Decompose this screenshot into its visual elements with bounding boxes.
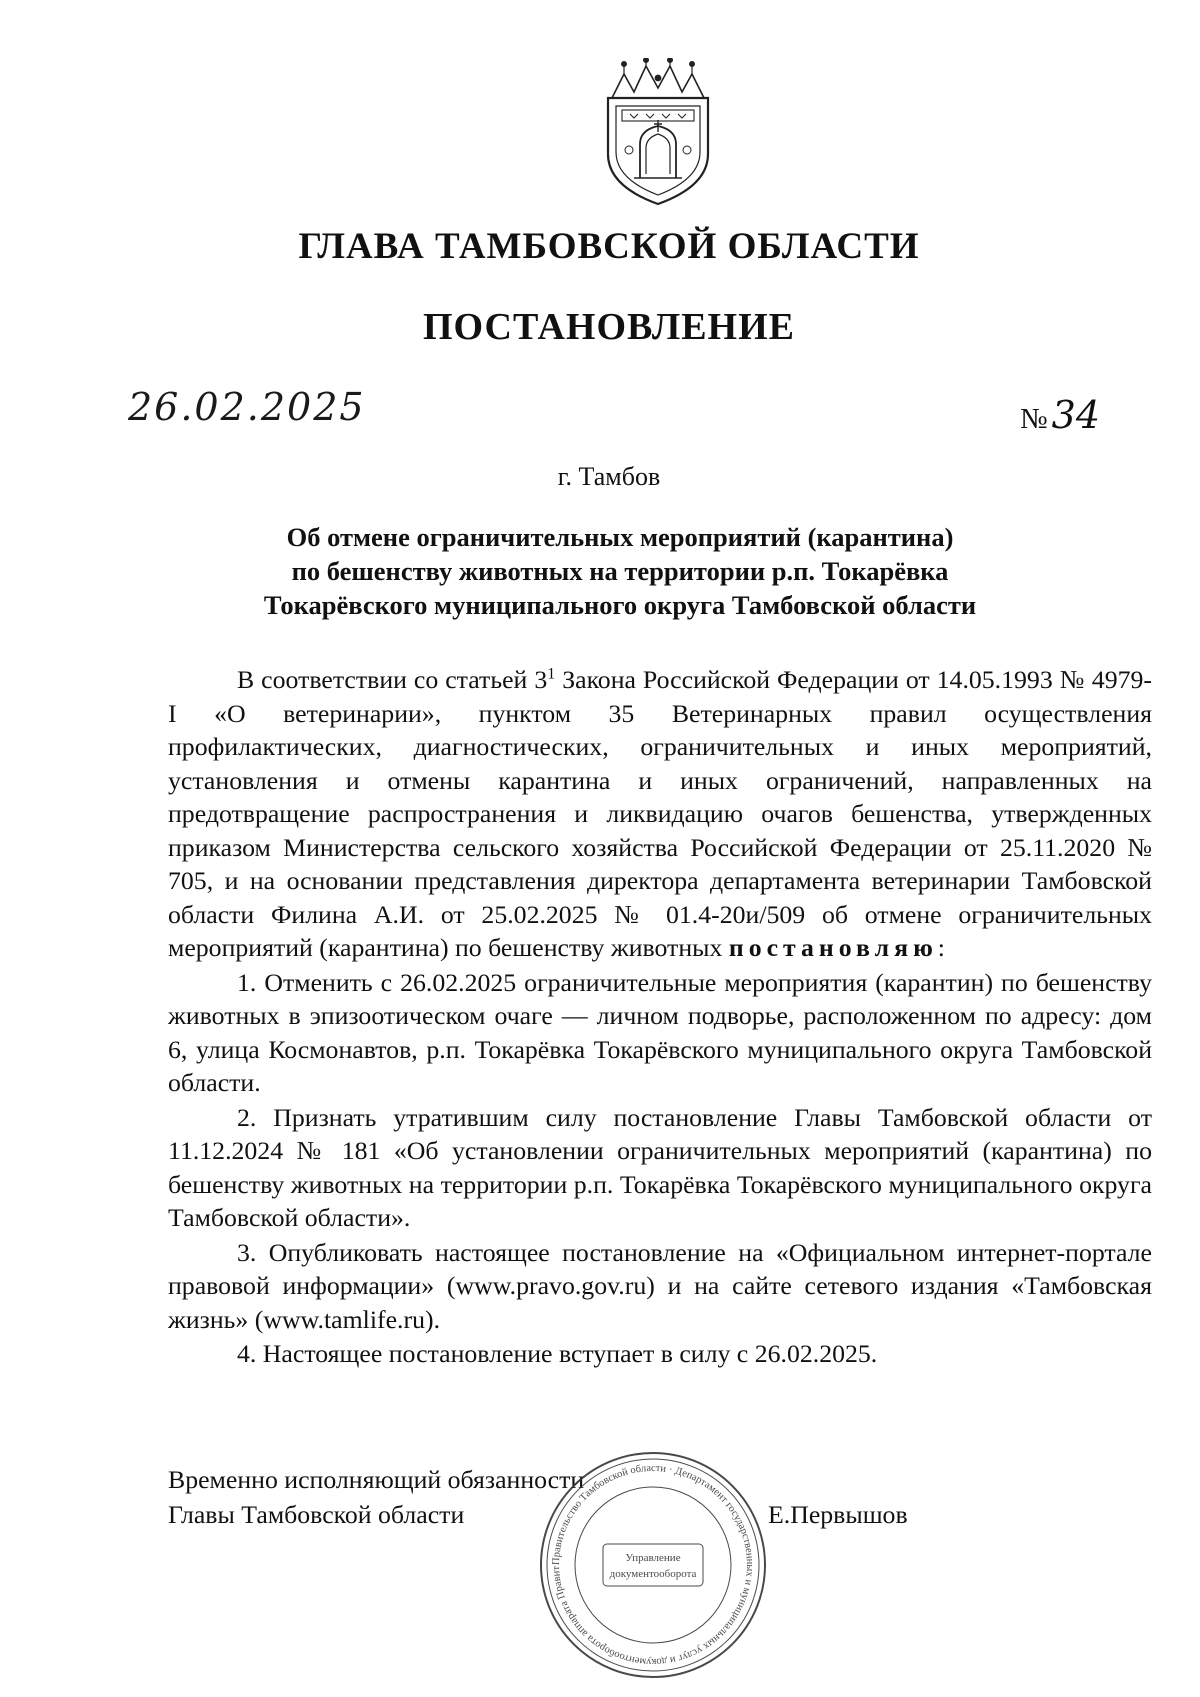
preamble-text-end: Закона Российской Федерации от 14.05.1993 № 4979-I «О ветеринарии», пунктом 35 Ветеринарных правил осуществления профилактических, диагностических, ограничительных и иных мероприятий, установления и отмены карантина и иных ограничений, направленных на предотвращение распространения и ликвидацию очагов бешенства, утвержденных приказом Министерства сельского хозяйства Российской Федерации от 25.11.2020 № 705, и на основании представления директора департамента ветеринарии Тамбовской области Филина А.И. от 25.02.2025 № 01.4-20и/509 об отмене ограничительных мероприятий (карантина) по бешенству животных: [168, 665, 1152, 962]
signatory-position: [168, 1462, 584, 1532]
clause-2: 2. Признать утратившим силу постановление Главы Тамбовской области от 11.12.2024 № 181 «Об установлении ограничительных мероприятий (карантина) по бешенству животных на территории р.п. Токарёвка Токарёвского муниципального округа Тамбовской области».: [168, 1102, 1152, 1232]
position-line: Главы Тамбовской области: [168, 1500, 465, 1529]
clause-3: 3. Опубликовать настоящее постановление на «Официальном интернет-портале правовой информации» (www.pravo.gov.ru) и на сайте сетевого издания «Тамбовская жизнь» (www.tamlife.ru).: [168, 1237, 1152, 1334]
article-superscript: 1: [547, 665, 556, 683]
preamble-text-start: В соответствии со статьей 3: [237, 665, 548, 694]
official-stamp-icon: [536, 1448, 770, 1682]
preamble-paragraph: [168, 663, 1152, 965]
number-prefix: №: [1020, 403, 1048, 435]
stamp-center-line: документооборота: [609, 1568, 697, 1580]
authority-heading: ГЛАВА ТАМБОВСКОЙ ОБЛАСТИ: [298, 226, 920, 267]
handwritten-date: 26.02.2025: [128, 385, 366, 429]
signatory-name: Е.Первышов: [768, 1500, 908, 1529]
handwritten-number: 34: [1051, 393, 1101, 437]
document-body: [168, 663, 1152, 1371]
position-line: Временно исполняющий обязанности: [168, 1465, 585, 1494]
tambov-coat-of-arms-icon: [594, 58, 722, 206]
title-line: Токарёвского муниципального округа Тамбовской области: [263, 590, 977, 620]
document-title: [200, 520, 1040, 622]
stamp-outer-text: Правительство Тамбовской области · Департамент государственных и муниципальных услуг и документооборота аппарата Правит: [550, 1462, 756, 1668]
decree-word: постановляю: [728, 933, 938, 962]
stamp-center-line: Управление: [625, 1552, 681, 1564]
decree-colon: :: [937, 933, 945, 962]
title-line: по бешенству животных на территории р.п. Токарёвка: [291, 556, 949, 586]
document-type-heading: ПОСТАНОВЛЕНИЕ: [422, 306, 796, 348]
clause-1: 1. Отменить с 26.02.2025 ограничительные мероприятия (карантин) по бешенству животных в эпизоотическом очаге — личном подворье, расположенном по адресу: дом 6, улица Космонавтов, р.п. Токарёвка Токарёвского муниципального округа Тамбовской области.: [168, 967, 1152, 1097]
clause-4: 4. Настоящее постановление вступает в силу с 26.02.2025.: [237, 1339, 878, 1368]
place-of-issue: г. Тамбов: [557, 462, 661, 491]
title-line: Об отмене ограничительных мероприятий (карантина): [286, 522, 954, 552]
document-number: [1020, 393, 1100, 437]
